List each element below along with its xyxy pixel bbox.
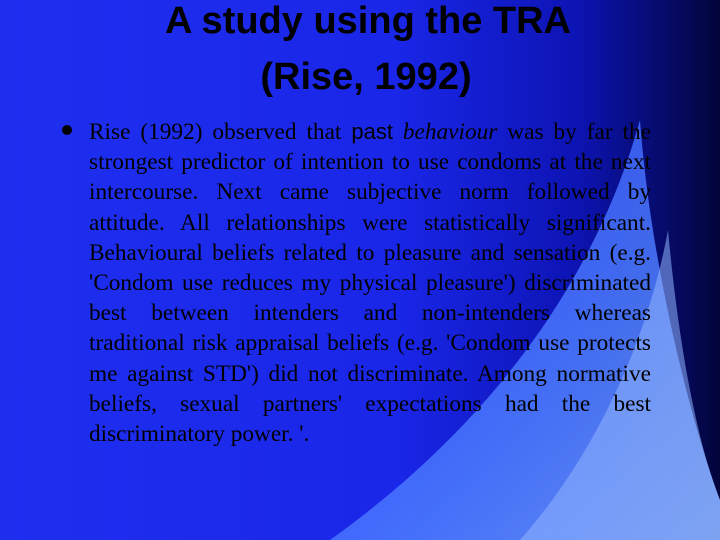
- paragraph-text-start: Rise (1992) observed that: [89, 119, 352, 145]
- slide-title: [0, 0, 720, 112]
- black-dot-bullet-icon: [62, 125, 72, 135]
- title-line-1: A study using the TRA: [164, 0, 572, 42]
- title-line-2: (Rise, 1992): [260, 56, 472, 98]
- paragraph-text-rest: was by far the strongest predictor of intention to use condoms at the next intercourse. Next came subjective norm followed by attitude. All relationships were statistically significant. Behavioural beliefs related to pleasure and sensation (e.g. 'Condom use reduces my physical pleasure') discriminated best between intenders and non-intenders whereas traditional risk appraisal beliefs (e.g. 'Condom use protects me against STD') did not discriminate. Among normative beliefs, sexual partners' expectations had the best discriminatory power. '.: [89, 119, 651, 448]
- emphasis-past: past: [351, 119, 393, 144]
- body-paragraph: [89, 117, 651, 449]
- emphasis-behaviour: behaviour: [392, 119, 498, 145]
